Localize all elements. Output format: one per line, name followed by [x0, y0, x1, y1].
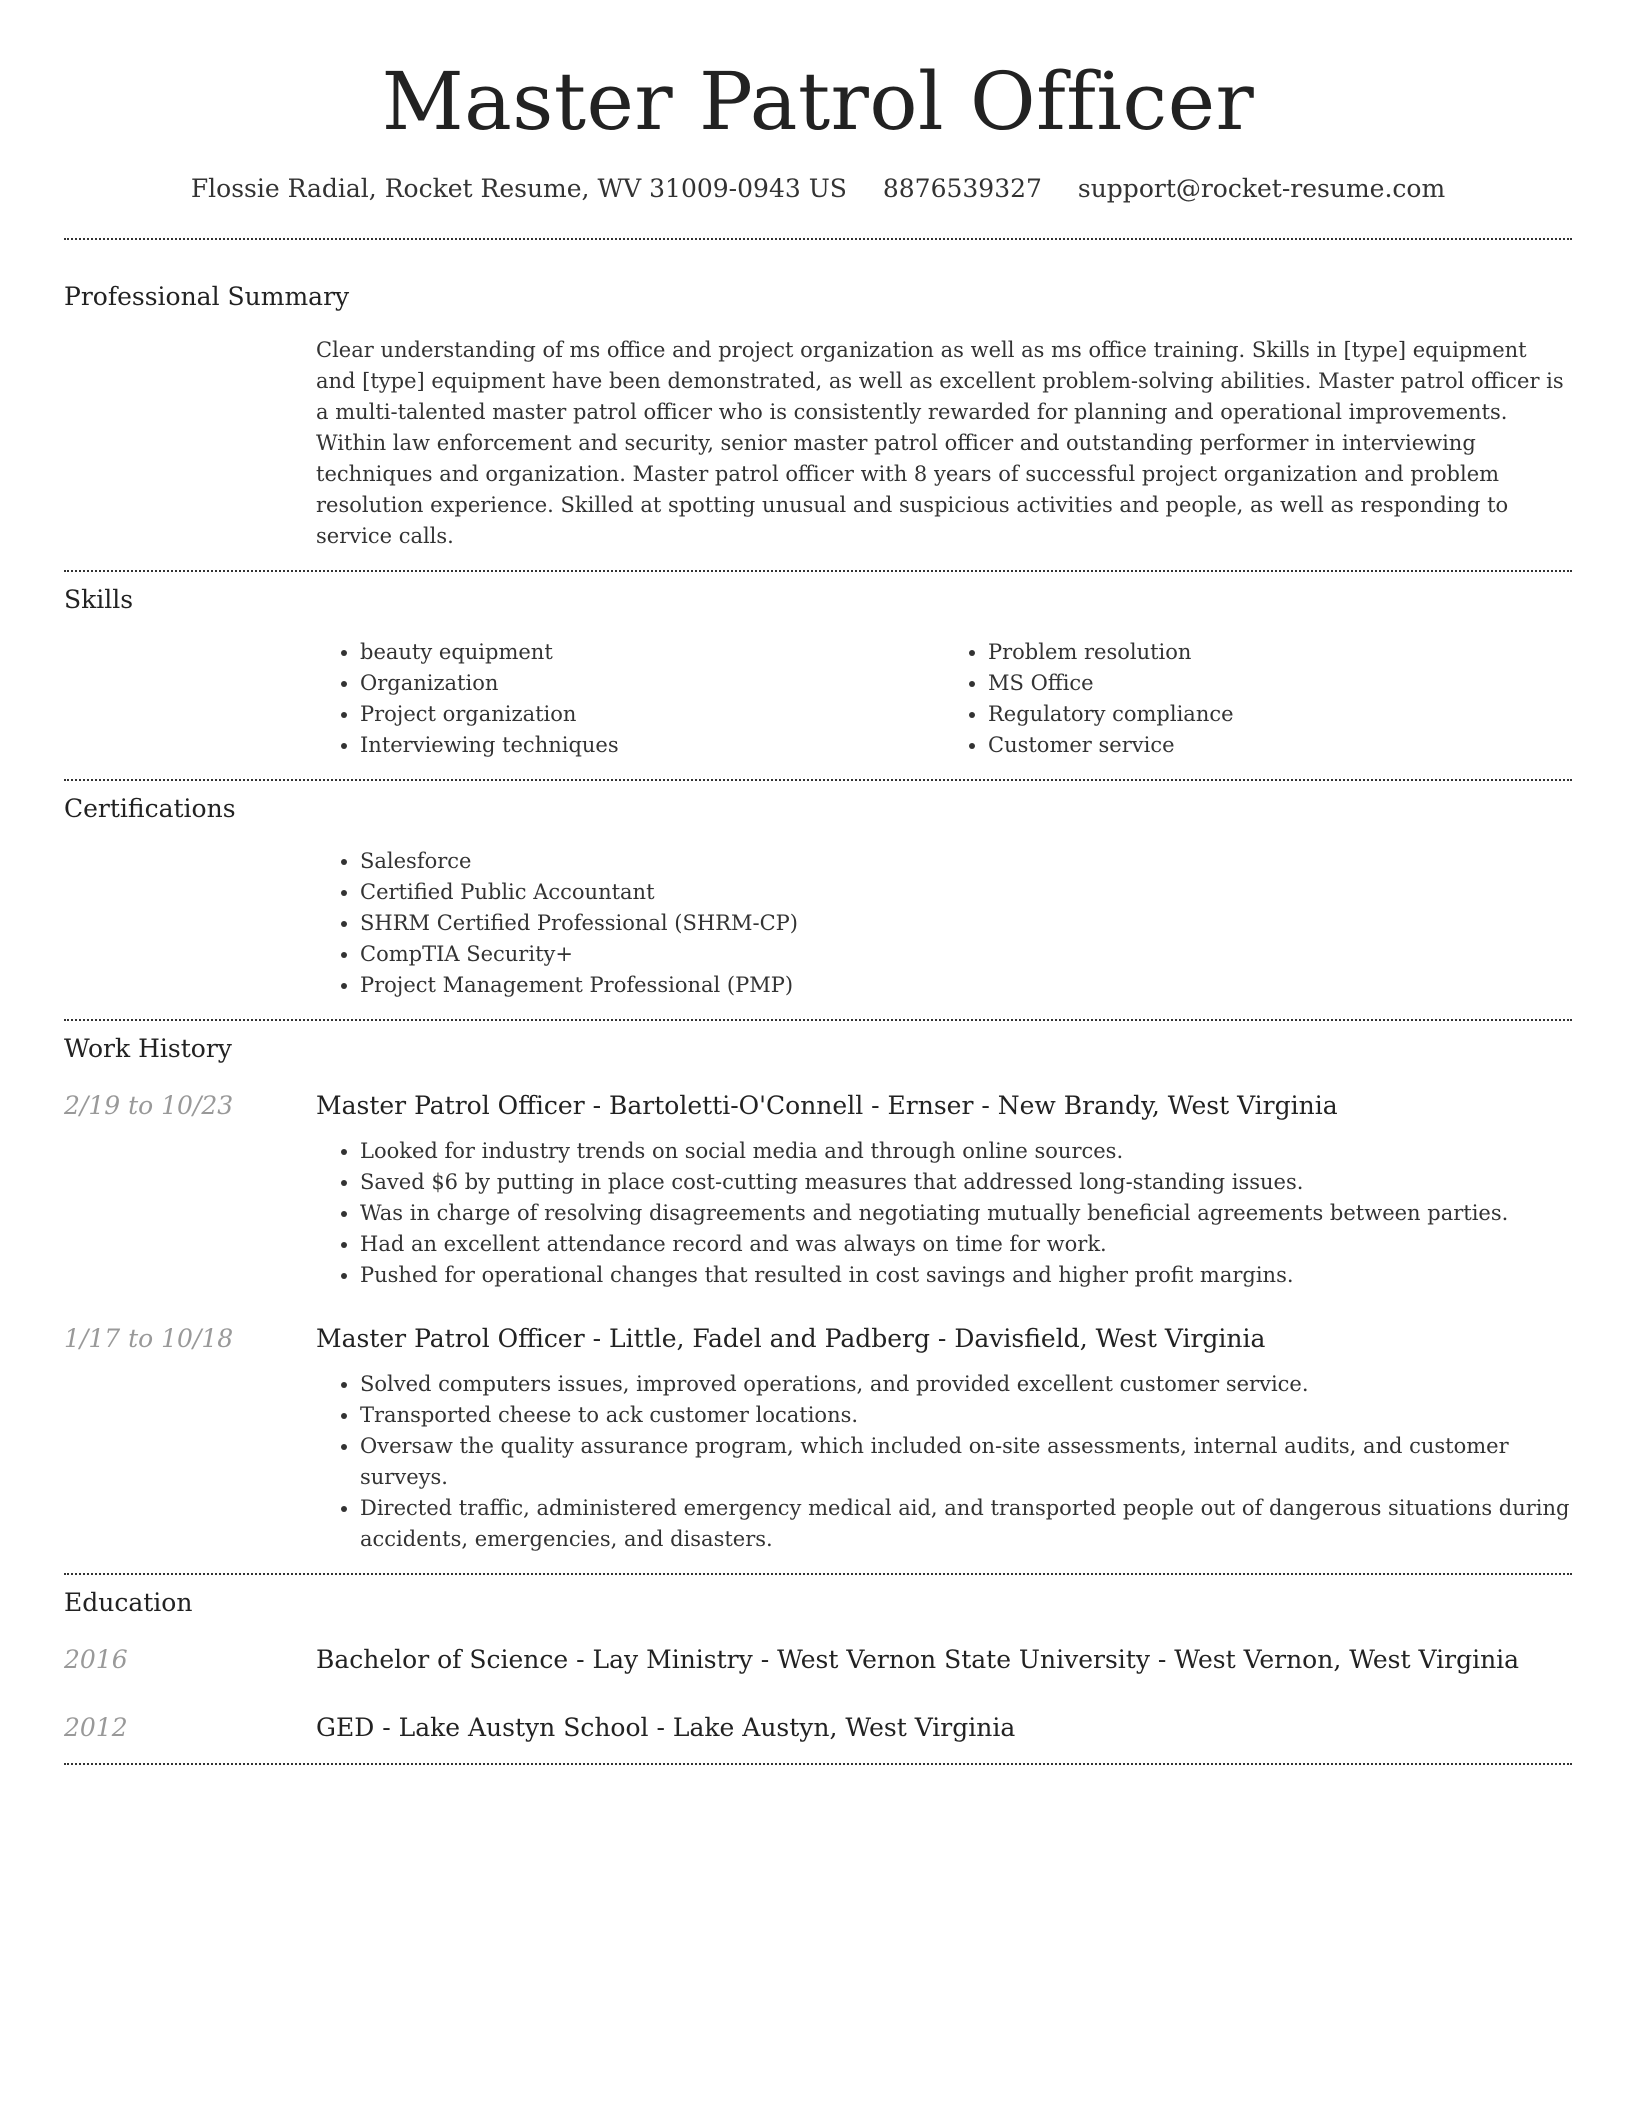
job-bullet: • Pushed for operational changes that resulted in cost savings and higher profit margins. [360, 1260, 1572, 1291]
job-details [316, 1369, 1572, 1555]
job-title: Master Patrol Officer - Bartoletti-O'Connell - Ernser - New Brandy, West Virginia [316, 1091, 1338, 1120]
contact-email: support@rocket-resume.com [1077, 174, 1446, 203]
job-title: Master Patrol Officer - Little, Fadel and Padberg - Davisfield, West Virginia [316, 1324, 1266, 1353]
job-date: 1/17 to 10/18 [64, 1324, 234, 1353]
skill-item: • beauty equipment [360, 637, 944, 668]
resume-page [64, 0, 1572, 1765]
skills-list [316, 637, 1572, 761]
section-title-summary: Professional Summary [64, 282, 350, 311]
job-bullets [316, 1136, 1572, 1291]
job-bullet: • Saved $6 by putting in place cost-cutting measures that addressed long-standing issues. [360, 1167, 1572, 1198]
section-title-education: Education [64, 1588, 193, 1617]
certifications-list [316, 846, 1572, 1001]
job-bullet: • Was in charge of resolving disagreements and negotiating mutually beneficial agreements between parties. [360, 1198, 1572, 1229]
skill-item: • Problem resolution [988, 637, 1572, 668]
job-bullet: • Solved computers issues, improved operations, and provided excellent customer service. [360, 1369, 1572, 1400]
contact-line [64, 172, 1572, 206]
certification-item: • Project Management Professional (PMP) [360, 970, 1572, 1001]
section-summary [64, 240, 1572, 570]
education-title: GED - Lake Austyn School - Lake Austyn, West Virginia [316, 1713, 1016, 1742]
skill-item: • Regulatory compliance [988, 699, 1572, 730]
resume-header [64, 0, 1572, 206]
skills-column-right [944, 637, 1572, 761]
certification-item: • Certified Public Accountant [360, 877, 1572, 908]
certification-item: • Salesforce [360, 846, 1572, 877]
skill-item: • MS Office [988, 668, 1572, 699]
section-title-work: Work History [64, 1034, 232, 1063]
job-bullet: • Transported cheese to ack customer locations. [360, 1400, 1572, 1431]
skill-item: • Organization [360, 668, 944, 699]
contact-address: Flossie Radial, Rocket Resume, WV 31009-0943 US [190, 174, 847, 203]
skill-item: • Project organization [360, 699, 944, 730]
certifications-content [316, 846, 1572, 1001]
certification-item: • CompTIA Security+ [360, 939, 1572, 970]
skills-column-left [316, 637, 944, 761]
job-entry [64, 1089, 1572, 1291]
skill-item: • Customer service [988, 730, 1572, 761]
job-header [64, 1322, 1572, 1356]
education-date: 2012 [64, 1713, 128, 1742]
job-bullet: • Had an excellent attendance record and was always on time for work. [360, 1229, 1572, 1260]
job-bullet: • Oversaw the quality assurance program, which included on-site assessments, internal audits, and customer surveys. [360, 1431, 1572, 1493]
job-bullet: • Directed traffic, administered emergency medical aid, and transported people out of dangerous situations during accidents, emergencies, and disasters. [360, 1493, 1572, 1555]
section-title-certifications: Certifications [64, 794, 236, 823]
divider [64, 1763, 1572, 1765]
job-details [316, 1136, 1572, 1291]
summary-text: Clear understanding of ms office and project organization as well as ms office training. Skills in [type] equipment and [type] equipment have been demonstrated, as well as excellent problem-solving abilities. Master patrol officer is a multi-talented master patrol officer who is consistently rewarded for planning and operational improvements. Within law enforcement and security, senior master patrol officer and outstanding performer in interviewing techniques and organization. Master patrol officer with 8 years of successful project organization and problem resolution experience. Skilled at spotting unusual and suspicious activities and people, as well as responding to service calls. [316, 338, 1564, 548]
job-header [64, 1089, 1572, 1123]
contact-phone: 8876539327 [882, 174, 1042, 203]
education-date: 2016 [64, 1645, 128, 1674]
section-work-history [64, 1021, 1572, 1573]
skill-item: • Interviewing techniques [360, 730, 944, 761]
resume-name: Master Patrol Officer [381, 55, 1255, 148]
section-certifications [64, 781, 1572, 1019]
section-education [64, 1575, 1572, 1763]
job-date: 2/19 to 10/23 [64, 1091, 234, 1120]
job-entry [64, 1322, 1572, 1555]
education-entry [64, 1643, 1572, 1677]
section-title-skills: Skills [64, 585, 134, 614]
certification-item: • SHRM Certified Professional (SHRM-CP) [360, 908, 1572, 939]
job-bullets [316, 1369, 1572, 1555]
education-entry [64, 1711, 1572, 1745]
section-skills [64, 572, 1572, 779]
education-title: Bachelor of Science - Lay Ministry - West Vernon State University - West Vernon, West Virginia [316, 1645, 1520, 1674]
summary-content [316, 335, 1572, 552]
job-bullet: • Looked for industry trends on social media and through online sources. [360, 1136, 1572, 1167]
